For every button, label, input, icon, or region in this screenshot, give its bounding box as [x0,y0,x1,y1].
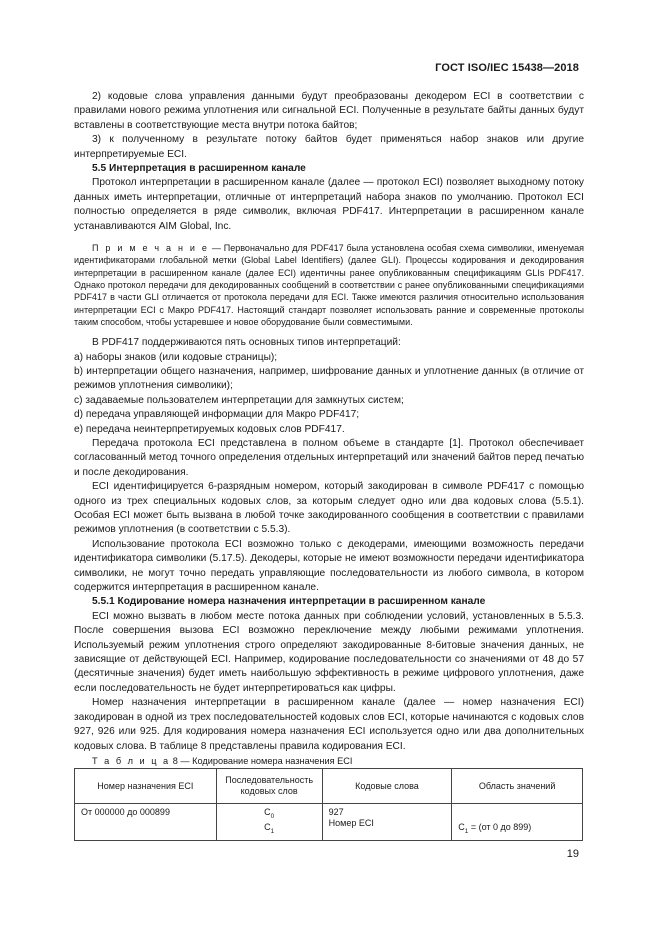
note-text: — Первоначально для PDF417 была установлена особая схема символики, именуемая идентификаторами глобальной метки (Global Label Identifiers) (далее GLI). Процессы кодирования и декодирования интерпретации в расширенном канале (далее ECI) идентичны ранее опубликованным спецификациям GLIs PDF417. Однако протокол передачи для декодированных сообщений в соответствии с ранее опубликованными спецификациями PDF417 в части GLI отличается от протокола передачи для ECI. Также имеются различия относительно использования интерпретации ECI с Макро PDF417. Настоящий стандарт позволяет использовать ранние и современные протоколы таким способом, чтобы устаревшее и новое оборудование были совместимыми. [74,243,584,327]
note-label: П р и м е ч а н и е [92,243,209,254]
eci-encoding-table [74,768,583,841]
paragraph-eci-intro: Протокол интерпретации в расширенном канале (далее — протокол ECI) позволяет выходному потоку данных иметь интерпретации, отличные от интерпретаций набора знаков по умолчанию. Протокол ECI полностью определяется в ряде символик, включая PDF417. Интерпретации в расширенном канале устанавливаются AIM Global, Inc. [74,177,584,232]
table-header-cell: Номер назначения ECI [75,769,217,804]
page-number: 19 [566,848,579,860]
table-caption-label: Т а б л и ц а [92,755,171,766]
table-cell-codewords [322,804,452,841]
codeword-927: 927 [328,807,344,818]
table-header-cell: Область значений [452,769,583,804]
list-item-a: a) наборы знаков (или кодовые страницы); [74,351,278,363]
paragraph-eci-number: Номер назначения интерпретации в расширенном канале (далее — номер назначения ECI) закодирован в одной из трех последовательностей кодовых слов ECI, которые начинаются с кодовых слов 927, 926 или 925. Для кодирования номера назначения ECI используется одно или два дополнительных кодовых слова. В таблице 8 представлены правила кодирования ECI. [74,697,584,752]
table-cell-sequence [216,804,322,841]
paragraph-eci-invocation: ECI можно вызвать в любом месте потока данных при соблюдении условий, установленных в 5.5.3. После совершения вызова ECI возможно переключение между любыми режимами уплотнения. Используемый режим уплотнения строго определяют закодированные 8-битовые значения данных, не зависящие от действующей ECI. Например, кодирование последовательности со значениями от 48 до 57 (десятичные значения) будет иметь наибольшую эффективность в режиме цифрового уплотнения, даже если последовательность не будет интерпретироваться как цифры. [74,610,584,694]
list-item-d: d) передача управляющей информации для Макро PDF417; [74,409,360,421]
codeword-eci-number: Номер ECI [328,818,374,829]
document-header: ГОСТ ISO/IEC 15438—2018 [435,62,579,74]
paragraph-eci-identification: ECI идентифицируется 6-разрядным номером, который закодирован в символе PDF417 с помощью одного из трех специальных кодовых слов, за которым следует одно или два кодовых слова (5.5.1). Особая ECI может быть вызвана в любой точке закодированного сообщения в соответствии с правилами режимов уплотнения (в соответствии с 5.5.3). [74,481,584,536]
table-row [75,804,583,841]
list-item-c: c) задаваемые пользователем интерпретации для замкнутых систем; [74,394,404,406]
paragraph-eci-transfer: Передача протокола ECI представлена в полном объеме в стандарте [1]. Протокол обеспечивает согласованный метод точного определения отдельных интерпретаций или значений байтов перед печатью и после декодирования. [74,437,584,478]
section-heading-5-5: 5.5 Интерпретация в расширенном канале [92,163,306,175]
table-cell-range [452,804,583,841]
paragraph-eci-decoders: Использование протокола ECI возможно только с декодерами, имеющими возможность передачи идентификатора символики (5.17.5). Декодеры, которые не имеют возможности передачи идентификатора символики, не могут точно передать управляющие последовательности из любого символа, в котором содержится интерпретация в расширенном канале. [74,538,584,594]
table-header-cell: Кодовые слова [322,769,452,804]
range-text: = (от 0 до 899) [468,822,532,833]
list-item-e: e) передача неинтерпретируемых кодовых слов PDF417. [74,423,345,435]
paragraph-item-3: 3) к полученному в результате потоку байтов будет применяться набор знаков или другие интерпретируемые ECI. [74,134,584,160]
table-header-cell: Последовательность кодовых слов [216,769,322,804]
page-content [74,90,584,841]
paragraph-item-2: 2) кодовые слова управления данными будут преобразованы декодером ECI в соответствии с правилами нового режима уплотнения или сигнальной ECI. Полученные в результате байты данных будут вставлены в соответствующие места внутри потока байтов; [74,91,584,131]
sequence-c1-index: 1 [270,827,275,835]
list-intro: В PDF417 поддерживаются пять основных типов интерпретаций: [92,337,401,349]
range-index: 1 [464,827,469,835]
table-caption-text: 8 — Кодирование номера назначения ECI [170,755,353,766]
table-header-row [75,769,583,804]
range-letter: C [458,822,465,833]
table-cell-eci-number: От 000000 до 000899 [75,804,217,841]
sequence-c1 [223,822,316,837]
section-heading-5-5-1: 5.5.1 Кодирование номера назначения интерпретации в расширенном канале [92,596,486,608]
sequence-c0-letter: C [264,807,271,818]
list-item-b: b) интерпретации общего назначения, например, шифрование данных и уплотнение данных (в отличие от режимов уплотнения символики); [74,365,584,392]
table-caption [74,754,584,768]
sequence-c1-letter: C [264,822,271,833]
sequence-c0-index: 0 [270,813,275,821]
sequence-c0 [223,807,316,822]
note-paragraph [74,242,584,328]
